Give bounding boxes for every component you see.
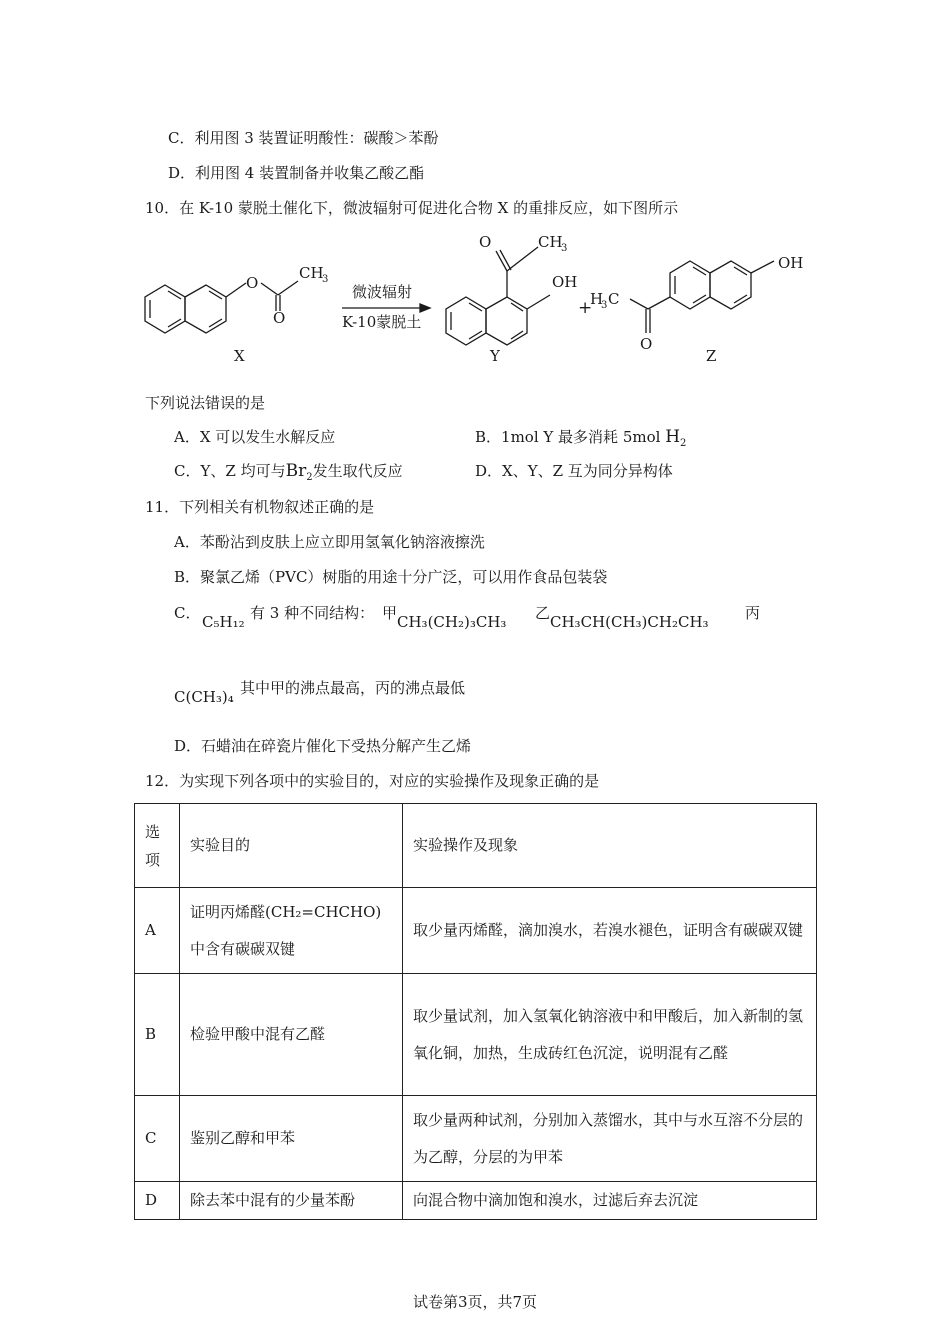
x-naphthalene-ring-2	[185, 285, 226, 333]
header-operation: 实验操作及现象	[403, 804, 817, 888]
q10-reaction-scheme	[130, 225, 820, 375]
q10-stem: 10．在 K-10 蒙脱土催化下，微波辐射可促进化合物 X 的重排反应，如下图所示	[145, 199, 679, 217]
q10-option-d: D．X、Y、Z 互为同分异构体	[475, 462, 673, 480]
row-option: D	[135, 1182, 180, 1220]
label-bing: 丙	[745, 604, 761, 622]
q10-prompt: 下列说法错误的是	[145, 394, 266, 412]
header-option: 选项	[135, 804, 180, 888]
y-naphthalene-ring-2	[486, 297, 527, 345]
condition-microwave: 微波辐射	[352, 283, 413, 301]
label-y: Y	[490, 347, 500, 365]
svg-text:3: 3	[322, 274, 329, 285]
row-purpose: 检验甲酸中混有乙醛	[180, 974, 403, 1096]
q12-stem: 12．为实现下列各项中的实验目的，对应的实验操作及现象正确的是	[145, 772, 600, 790]
z-naphthalene-ring-2	[710, 261, 751, 309]
table-row	[135, 888, 817, 974]
br2-formula: Br	[285, 461, 307, 481]
q10-option-c: C．Y、Z 均可与$Br_2$发生取代反应	[174, 461, 403, 483]
yi-formula: CH₃CH(CH₃)CH₂CH₃	[550, 613, 709, 631]
jia-formula: CH₃(CH₂)₃CH₃	[397, 613, 507, 631]
q11-option-c-label: C．	[174, 604, 201, 622]
x-naphthalene-ring-1	[145, 285, 185, 333]
q10-option-a: A．X 可以发生水解反应	[174, 428, 336, 446]
svg-text:3: 3	[601, 300, 608, 311]
q11-option-c-text: 有 3 种不同结构：	[250, 604, 375, 622]
x-ester-bond	[226, 283, 246, 297]
condition-k10: K-10蒙脱土	[342, 313, 422, 331]
h2-formula: H	[665, 427, 681, 447]
q11-option-c-tail: 其中甲的沸点最高，丙的沸点最低	[240, 679, 466, 697]
q11-option-a: A．苯酚沾到皮肤上应立即用氢氧化钠溶液擦洗	[174, 533, 485, 551]
q11-stem: 11．下列相关有机物叙述正确的是	[145, 498, 375, 516]
row-operation: 取少量两种试剂，分别加入蒸馏水，其中与水互溶不分层的为乙醇，分层的为甲苯	[403, 1096, 817, 1182]
z-h3c-c: C	[608, 290, 620, 308]
y-oh: OH	[552, 273, 578, 291]
row-purpose: 鉴别乙醇和甲苯	[180, 1096, 403, 1182]
q9-option-d: D．利用图 4 装置制备并收集乙酸乙酯	[168, 164, 425, 182]
table-row	[135, 974, 817, 1096]
q11-option-b: B．聚氯乙烯（PVC）树脂的用途十分广泛，可以用作食品包装袋	[174, 568, 608, 586]
bing-formula: C(CH₃)₄	[174, 688, 234, 706]
svg-text:3: 3	[561, 243, 568, 254]
label-yi: 乙	[535, 604, 551, 622]
header-purpose: 实验目的	[180, 804, 403, 888]
y-carbonyl-o: O	[479, 233, 492, 251]
row-purpose: 证明丙烯醛(CH₂=CHCHO)中含有碳碳双键	[180, 888, 403, 974]
y-naphthalene-ring-1	[446, 297, 486, 345]
x-ch3: CH	[299, 264, 324, 282]
row-option: A	[135, 888, 180, 974]
row-purpose: 除去苯中混有的少量苯酚	[180, 1182, 403, 1220]
row-option: C	[135, 1096, 180, 1182]
plus-sign: +	[578, 298, 593, 318]
z-carbonyl-o: O	[640, 335, 653, 353]
row-operation: 取少量丙烯醛，滴加溴水，若溴水褪色，证明含有碳碳双键	[403, 888, 817, 974]
x-ester-o: O	[246, 274, 259, 292]
q12-table	[134, 803, 817, 1220]
page-footer: 试卷第3页，共7页	[412, 1293, 538, 1311]
z-oh: OH	[778, 254, 804, 272]
table-row	[135, 1182, 817, 1220]
row-operation: 向混合物中滴加饱和溴水，过滤后弃去沉淀	[403, 1182, 817, 1220]
table-row	[135, 1096, 817, 1182]
row-option: B	[135, 974, 180, 1096]
table-header-row	[135, 804, 817, 888]
label-jia: 甲	[382, 604, 398, 622]
label-z: Z	[706, 347, 717, 365]
label-x: X	[234, 347, 245, 365]
x-carbonyl-o: O	[273, 309, 286, 327]
q11-option-d: D．石蜡油在碎瓷片催化下受热分解产生乙烯	[174, 737, 472, 755]
z-h3c-h: H	[590, 290, 604, 308]
q10-option-b: B．1mol Y 最多消耗 5mol $H_2$	[475, 427, 687, 449]
row-operation: 取少量试剂，加入氢氧化钠溶液中和甲酸后，加入新制的氢氧化铜，加热，生成砖红色沉淀，说明混有乙醛	[403, 974, 817, 1096]
q9-option-c: C．利用图 3 装置证明酸性：碳酸＞苯酚	[168, 129, 439, 147]
y-ch3: CH	[538, 233, 563, 251]
z-naphthalene-ring-1	[670, 261, 710, 309]
c5h12-formula: C₅H₁₂	[202, 613, 245, 631]
